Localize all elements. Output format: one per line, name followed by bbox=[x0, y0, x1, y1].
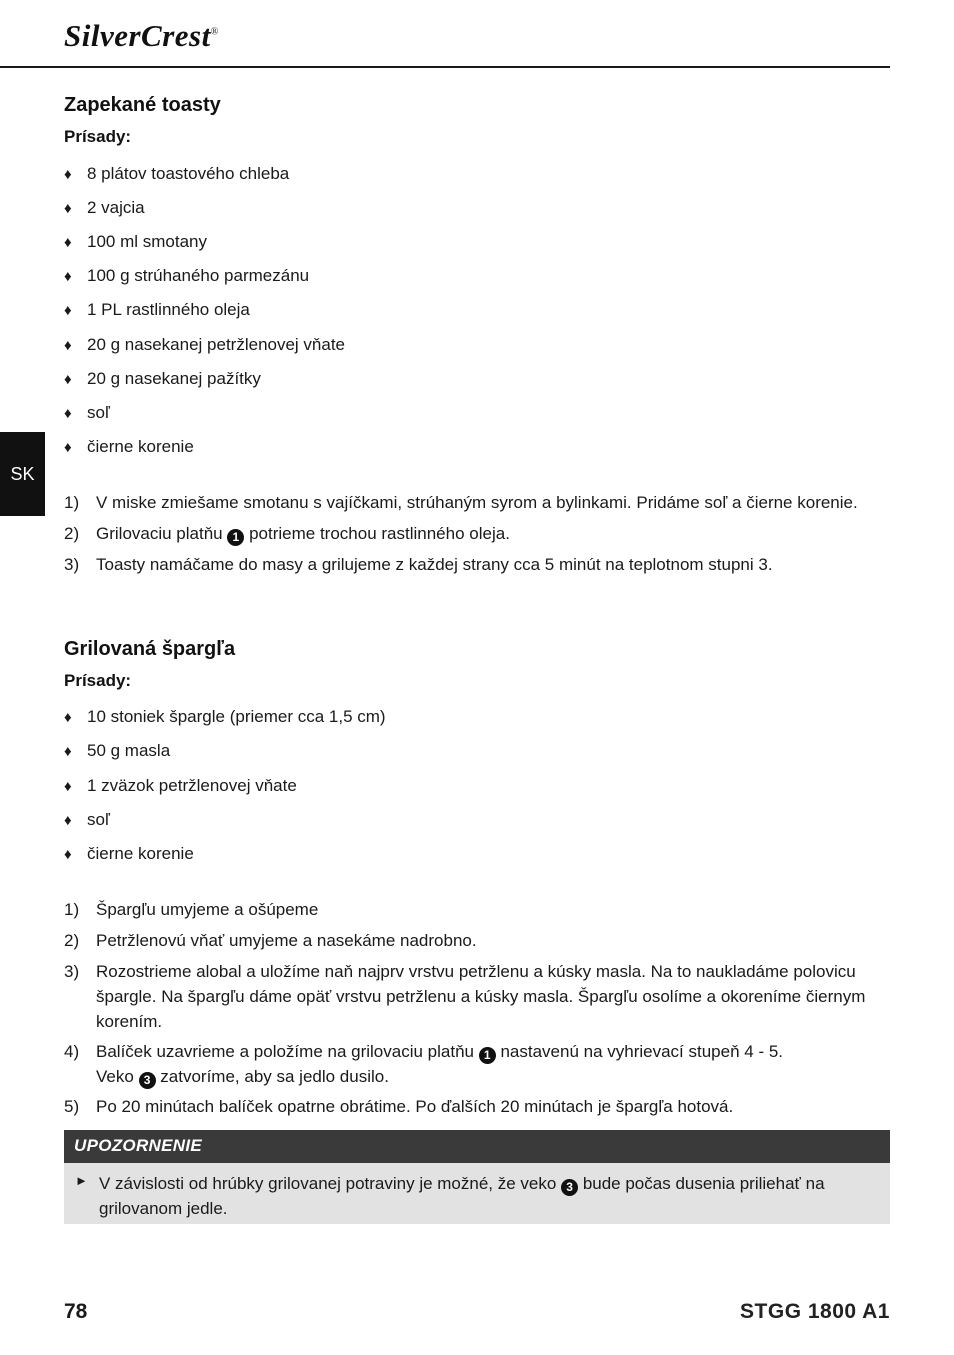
step-text: Toasty namáčame do masy a grilujeme z každej strany cca 5 minút na teplotnom stupni 3. bbox=[96, 555, 773, 574]
part-reference-badge: 3 bbox=[561, 1179, 578, 1196]
brand-name: SilverCrest bbox=[64, 18, 211, 53]
step-text: Petržlenovú vňať umyjeme a nasekáme nadrobno. bbox=[96, 931, 477, 950]
list-item bbox=[64, 231, 207, 254]
list-item-text: soľ bbox=[87, 810, 110, 829]
step-item bbox=[64, 928, 890, 953]
diamond-bullet-icon: ♦ bbox=[64, 405, 72, 422]
step-number: 2) bbox=[64, 524, 80, 543]
step-text-part: potrieme trochou rastlinného oleja. bbox=[249, 524, 510, 543]
list-item bbox=[64, 775, 297, 798]
list-item bbox=[64, 402, 110, 425]
page-number: 78 bbox=[64, 1300, 88, 1323]
brand-registered-mark: ® bbox=[210, 26, 219, 38]
diamond-bullet-icon: ♦ bbox=[64, 439, 72, 456]
note-text-part: bude počas dusenia priliehať na grilovanom jedle. bbox=[99, 1174, 825, 1218]
part-reference-badge: 1 bbox=[227, 529, 244, 546]
language-tab-label: SK bbox=[10, 463, 35, 484]
diamond-bullet-icon: ♦ bbox=[64, 302, 72, 319]
list-item bbox=[64, 368, 261, 391]
list-item-text: 2 vajcia bbox=[87, 198, 145, 217]
step-item bbox=[64, 521, 890, 546]
step-text: Po 20 minútach balíček opatrne obrátime. Po ďalších 20 minútach je špargľa hotová. bbox=[96, 1097, 734, 1116]
ingredients-label: Prísady: bbox=[64, 127, 132, 146]
arrow-right-icon: ► bbox=[75, 1173, 88, 1188]
diamond-bullet-icon: ♦ bbox=[64, 709, 72, 726]
step-number: 3) bbox=[64, 962, 80, 981]
part-reference-badge: 3 bbox=[139, 1072, 156, 1089]
step-number: 1) bbox=[64, 900, 80, 919]
diamond-bullet-icon: ♦ bbox=[64, 166, 72, 183]
step-item bbox=[64, 897, 890, 922]
step-item bbox=[64, 1094, 890, 1119]
list-item-text: 10 stoniek špargle (priemer cca 1,5 cm) bbox=[87, 707, 386, 726]
note-text-part: V závislosti od hrúbky grilovanej potraviny je možné, že veko bbox=[99, 1174, 557, 1193]
list-item-text: 20 g nasekanej petržlenovej vňate bbox=[87, 335, 346, 354]
list-item-text: 8 plátov toastového chleba bbox=[87, 164, 290, 183]
section-title: Grilovaná špargľa bbox=[64, 638, 236, 660]
step-text bbox=[96, 1039, 890, 1089]
step-number: 3) bbox=[64, 555, 80, 574]
list-item-text: 100 ml smotany bbox=[87, 232, 207, 251]
list-item-text: čierne korenie bbox=[87, 437, 194, 456]
list-item bbox=[64, 706, 386, 729]
diamond-bullet-icon: ♦ bbox=[64, 337, 72, 354]
note-header bbox=[64, 1130, 890, 1163]
step-number: 4) bbox=[64, 1042, 80, 1061]
note-text bbox=[99, 1171, 879, 1221]
list-item bbox=[64, 299, 250, 322]
diamond-bullet-icon: ♦ bbox=[64, 234, 72, 251]
list-item-text: 1 zväzok petržlenovej vňate bbox=[87, 776, 297, 795]
list-item bbox=[64, 436, 194, 459]
list-item bbox=[64, 740, 170, 763]
header-rule bbox=[0, 66, 890, 68]
diamond-bullet-icon: ♦ bbox=[64, 268, 72, 285]
step-text-part: Grilovaciu platňu bbox=[96, 524, 223, 543]
note-title: UPOZORNENIE bbox=[74, 1136, 202, 1155]
diamond-bullet-icon: ♦ bbox=[64, 743, 72, 760]
list-item-text: 1 PL rastlinného oleja bbox=[87, 300, 250, 319]
note-body bbox=[64, 1163, 890, 1224]
step-text: Rozostrieme alobal a uložíme naň najprv vrstvu petržlenu a kúsky masla. Na to naukladáme polovicu špargle. Na špargľu dáme opäť vrstvu petržlenu a kúsky masla. Špargľu osolíme a okoreníme čiernym korením. bbox=[96, 962, 866, 1031]
step-text-part: Veko bbox=[96, 1067, 134, 1086]
list-item-text: čierne korenie bbox=[87, 844, 194, 863]
list-item bbox=[64, 843, 194, 866]
ingredients-label: Prísady: bbox=[64, 671, 132, 690]
list-item bbox=[64, 163, 289, 186]
diamond-bullet-icon: ♦ bbox=[64, 200, 72, 217]
diamond-bullet-icon: ♦ bbox=[64, 846, 72, 863]
language-tab bbox=[0, 432, 45, 516]
step-number: 2) bbox=[64, 931, 80, 950]
list-item bbox=[64, 265, 309, 288]
model-number: STGG 1800 A1 bbox=[740, 1300, 890, 1323]
list-item-text: 20 g nasekanej pažítky bbox=[87, 369, 261, 388]
list-item bbox=[64, 334, 345, 357]
list-item-text: 50 g masla bbox=[87, 741, 171, 760]
section-title: Zapekané toasty bbox=[64, 94, 221, 116]
step-number: 1) bbox=[64, 493, 80, 512]
brand-logo bbox=[64, 18, 219, 54]
step-text: Špargľu umyjeme a ošúpeme bbox=[96, 900, 319, 919]
step-item bbox=[64, 1039, 890, 1089]
part-reference-badge: 1 bbox=[479, 1047, 496, 1064]
list-item-text: soľ bbox=[87, 403, 110, 422]
step-text-part: Balíček uzavrieme a položíme na grilovaciu platňu bbox=[96, 1042, 474, 1061]
step-item bbox=[64, 552, 890, 577]
step-number: 5) bbox=[64, 1097, 80, 1116]
list-item-text: 100 g strúhaného parmezánu bbox=[87, 266, 310, 285]
step-item bbox=[64, 490, 890, 515]
step-item bbox=[64, 959, 890, 1034]
step-text: V miske zmiešame smotanu s vajíčkami, strúhaným syrom a bylinkami. Pridáme soľ a čierne korenie. bbox=[96, 493, 858, 512]
list-item bbox=[64, 809, 110, 832]
diamond-bullet-icon: ♦ bbox=[64, 371, 72, 388]
list-item bbox=[64, 197, 145, 220]
step-text bbox=[96, 521, 890, 546]
diamond-bullet-icon: ♦ bbox=[64, 778, 72, 795]
step-text-part: nastavenú na vyhrievací stupeň 4 - 5. bbox=[500, 1042, 784, 1061]
diamond-bullet-icon: ♦ bbox=[64, 812, 72, 829]
step-text-part: zatvoríme, aby sa jedlo dusilo. bbox=[160, 1067, 389, 1086]
